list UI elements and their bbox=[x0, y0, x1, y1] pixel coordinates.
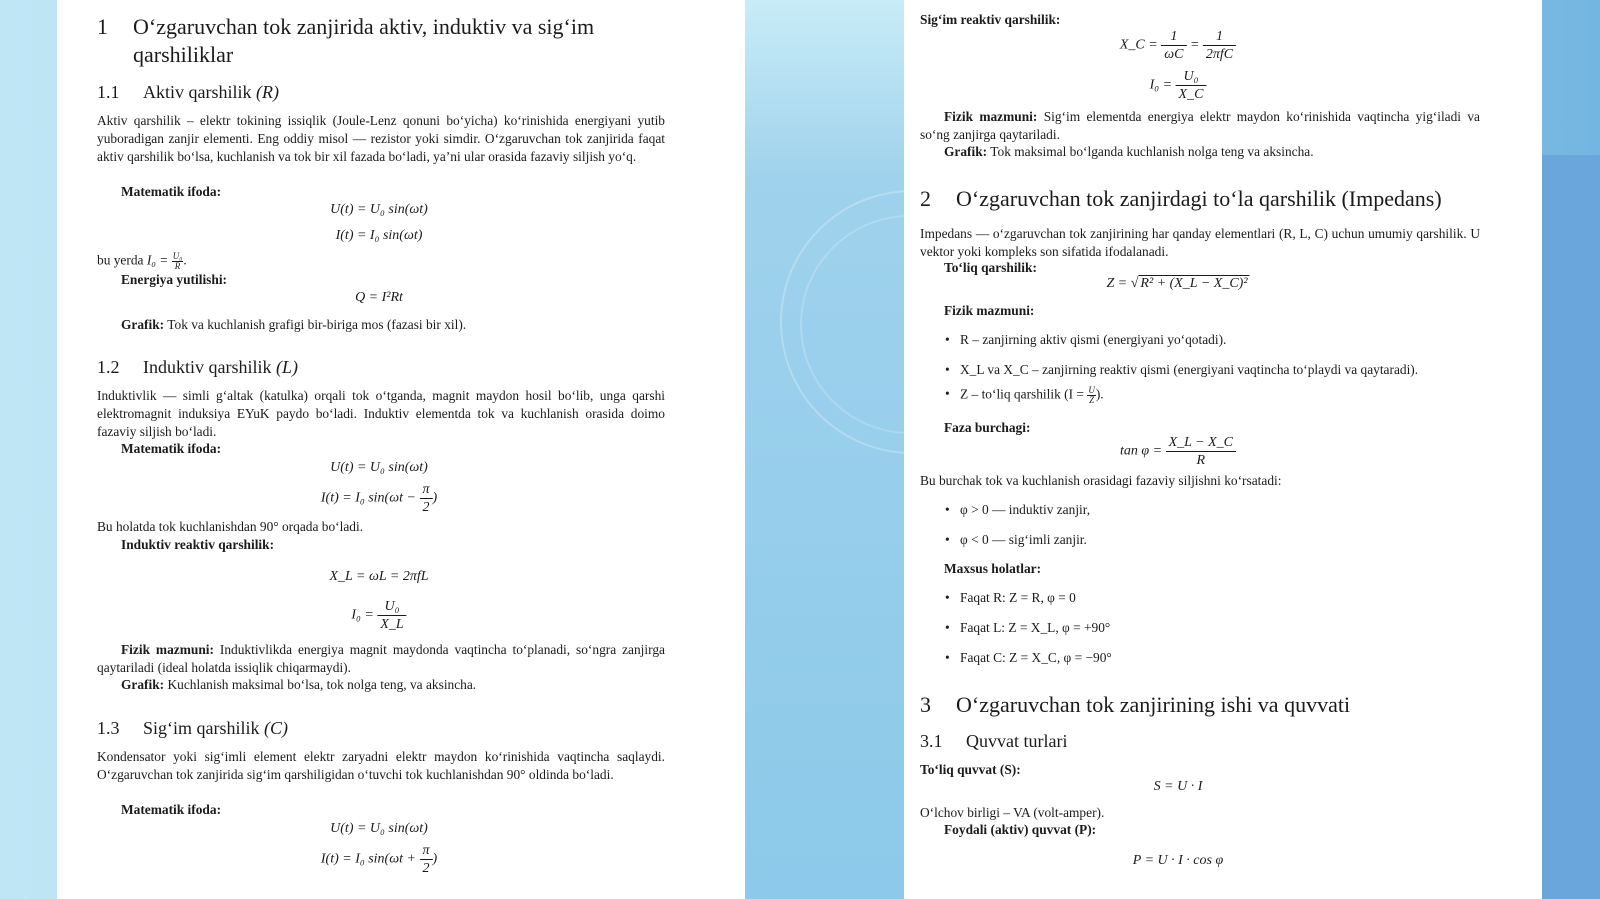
label-toliq-qarshilik: To‘liq qarshilik: bbox=[944, 260, 1037, 275]
section-1-heading-cont: qarshiliklar bbox=[133, 42, 234, 67]
label-toliq-quvvat: To‘liq quvvat (S): bbox=[920, 762, 1021, 777]
list-item: • Z – to‘liq qarshilik (I = $\frac{U}{Z}$ ). bbox=[960, 386, 1104, 405]
equation-u: U(t) = U₀ sin(ωt) bbox=[330, 821, 428, 836]
label-faza-burchagi: Faza burchagi: bbox=[944, 420, 1031, 435]
list-item: • Faqat C: Z = X_C, φ = −90° bbox=[960, 650, 1112, 666]
equation-xl: X_L = ωL = 2πfL bbox=[329, 569, 429, 584]
list-item: • R – zanjirning aktiv qismi (energiyani yo‘qotadi). bbox=[960, 332, 1226, 348]
list-item: • Faqat L: Z = X_L, φ = +90° bbox=[960, 620, 1110, 636]
paragraph-induktiv: Induktivlik — simli g‘altak (katulka) orqali tok o‘tganda, magnit maydon hosil bo‘lib, unga qarshi elektromagnit induksiya EYuK paydo bo‘ladi. Induktiv elementda tok va kuchlanish orasida doimo fazaviy siljish bo‘ladi. bbox=[97, 388, 665, 439]
grafik-line-1: Grafik: Tok va kuchlanish grafigi bir-biriga mos (fazasi bir xil). bbox=[121, 317, 467, 332]
equation-xc: X_C = $\frac{1}{\omega C}$ = $\frac{1}{\text{2πfC}}$ bbox=[1120, 28, 1236, 63]
grafik-line-3: Grafik: Tok maksimal bo‘lganda kuchlanish nolga teng va aksincha. bbox=[944, 144, 1314, 159]
bu-yerda-line: bu yerda I₀ = $\frac{\text{U₀}}{R}$ . bbox=[97, 251, 187, 271]
label-energiya: Energiya yutilishi: bbox=[121, 272, 228, 287]
equation-i-lag: I(t) = I₀ sin(ωt − $\frac{\pi}{2}$ ) bbox=[320, 482, 438, 515]
equation-s: S = U · I bbox=[1153, 779, 1203, 794]
label-matematik-ifoda: Matematik ifoda: bbox=[121, 184, 222, 199]
label-matematik-ifoda: Matematik ifoda: bbox=[121, 802, 222, 817]
equation-z: Z = √ R² + (X_L − X_C)² bbox=[1106, 276, 1248, 291]
holat-line: Bu holatda tok kuchlanishdan 90° orqada bo‘ladi. bbox=[97, 519, 364, 534]
section-1-2-heading: 1.2 Induktiv qarshilik (L) bbox=[97, 357, 298, 377]
paragraph-aktiv: Aktiv qarshilik – elektr tokining issiqlik (Joule-Lenz qonuni bo‘yicha) ko‘rinishida energiyani yutib yuboradigan zanjir elementi. Eng oddiy misol — rezistor yoki simdir. O‘zgaruvchan tok zanjirida faqat aktiv qarshilik bo‘lsa, kuchlanish va tok bir xil fazada bo‘ladi, ya’ni ular orasida fazaviy siljish yo‘q. bbox=[97, 113, 665, 164]
paragraph-impedans: Impedans — o‘zgaruvchan tok zanjirining har qanday elementlari (R, L, C) uchun umumiy qarshilik. U vektor yoki kompleks son sifatida ifodalanadi. bbox=[920, 226, 1480, 259]
olchov-line: O‘lchov birligi – VA (volt-amper). bbox=[920, 805, 1105, 820]
section-1-1-heading: 1.1 Aktiv qarshilik (R) bbox=[97, 82, 279, 102]
equation-u: U(t) = U₀ sin(ωt) bbox=[330, 460, 428, 475]
equation-q: Q = I²Rt bbox=[355, 290, 403, 305]
background-band bbox=[1542, 155, 1600, 899]
list-item: • X_L va X_C – zanjirning reaktiv qismi (energiyani vaqtincha to‘playdi va qaytaradi). bbox=[960, 362, 1418, 378]
equation-u: U(t) = U₀ sin(ωt) bbox=[330, 202, 428, 217]
equation-i-lead: I(t) = I₀ sin(ωt + $\frac{\pi}{2}$ ) bbox=[320, 843, 438, 876]
burchak-line: Bu burchak tok va kuchlanish orasidagi fazaviy siljishni ko‘rsatadi: bbox=[920, 473, 1282, 488]
label-sigim-reaktiv: Sig‘im reaktiv qarshilik: bbox=[920, 12, 1061, 27]
equation-i0: I₀ = $\frac{\text{U₀}}{X\_C}$ bbox=[1150, 68, 1207, 103]
section-3-heading: 3 O‘zgaruvchan tok zanjirining ishi va quvvati bbox=[920, 692, 1351, 717]
paragraph-sigim: Kondensator yoki sig‘imli element elektr zaryadni elektr maydon ko‘rinishida vaqtincha saqlaydi. O‘zgaruvchan tok zanjirida sig‘im qarshiligidan o‘tuvchi tok kuchlanishdan 90° oldinda bo‘ladi. bbox=[97, 749, 665, 782]
section-3-1-heading: 3.1 Quvvat turlari bbox=[920, 731, 1068, 751]
document-page-left bbox=[57, 0, 745, 899]
section-2-heading: 2 O‘zgaruvchan tok zanjirdagi to‘la qarshilik (Impedans) bbox=[920, 186, 1442, 211]
label-induktiv-reaktiv: Induktiv reaktiv qarshilik: bbox=[121, 537, 275, 552]
label-maxsus-holatlar: Maxsus holatlar: bbox=[944, 561, 1042, 576]
label-foydali-quvvat: Foydali (aktiv) quvvat (P): bbox=[944, 822, 1097, 837]
fizik-paragraph-2: Fizik mazmuni: Sig‘im elementda energiya elektr maydon ko‘rinishida vaqtincha yig‘iladi va so‘ng zanjirga qaytariladi. bbox=[920, 109, 1480, 142]
fizik-paragraph-1: Fizik mazmuni: Induktivlikda energiya magnit maydonda vaqtincha to‘planadi, so‘ngra zanjirga qaytariladi (ideal holatda issiqlik chiqarmaydi). bbox=[97, 642, 665, 675]
section-1-3-heading: 1.3 Sig‘im qarshilik (C) bbox=[97, 718, 288, 738]
equation-i0: I₀ = $\frac{\text{U₀}}{X\_L}$ bbox=[351, 598, 406, 633]
label-fizik-mazmuni: Fizik mazmuni: bbox=[944, 303, 1035, 318]
equation-tan-phi: tan φ = $\frac{X\_L - X\_C}{R}$ bbox=[1120, 434, 1236, 469]
document-page-right bbox=[904, 0, 1542, 899]
equation-p: P = U · I · cos φ bbox=[1132, 853, 1224, 868]
section-1-heading: 1 O‘zgaruvchan tok zanjirida aktiv, induktiv va sig‘im bbox=[97, 14, 595, 39]
label-matematik-ifoda: Matematik ifoda: bbox=[121, 441, 222, 456]
list-item: • φ < 0 — sig‘imli zanjir. bbox=[960, 532, 1087, 548]
list-item: • Faqat R: Z = R, φ = 0 bbox=[960, 590, 1076, 606]
grafik-line-2: Grafik: Kuchlanish maksimal bo‘lsa, tok nolga teng, va aksincha. bbox=[121, 677, 477, 692]
equation-i: I(t) = I₀ sin(ωt) bbox=[335, 228, 423, 243]
list-item: • φ > 0 — induktiv zanjir, bbox=[960, 502, 1090, 518]
